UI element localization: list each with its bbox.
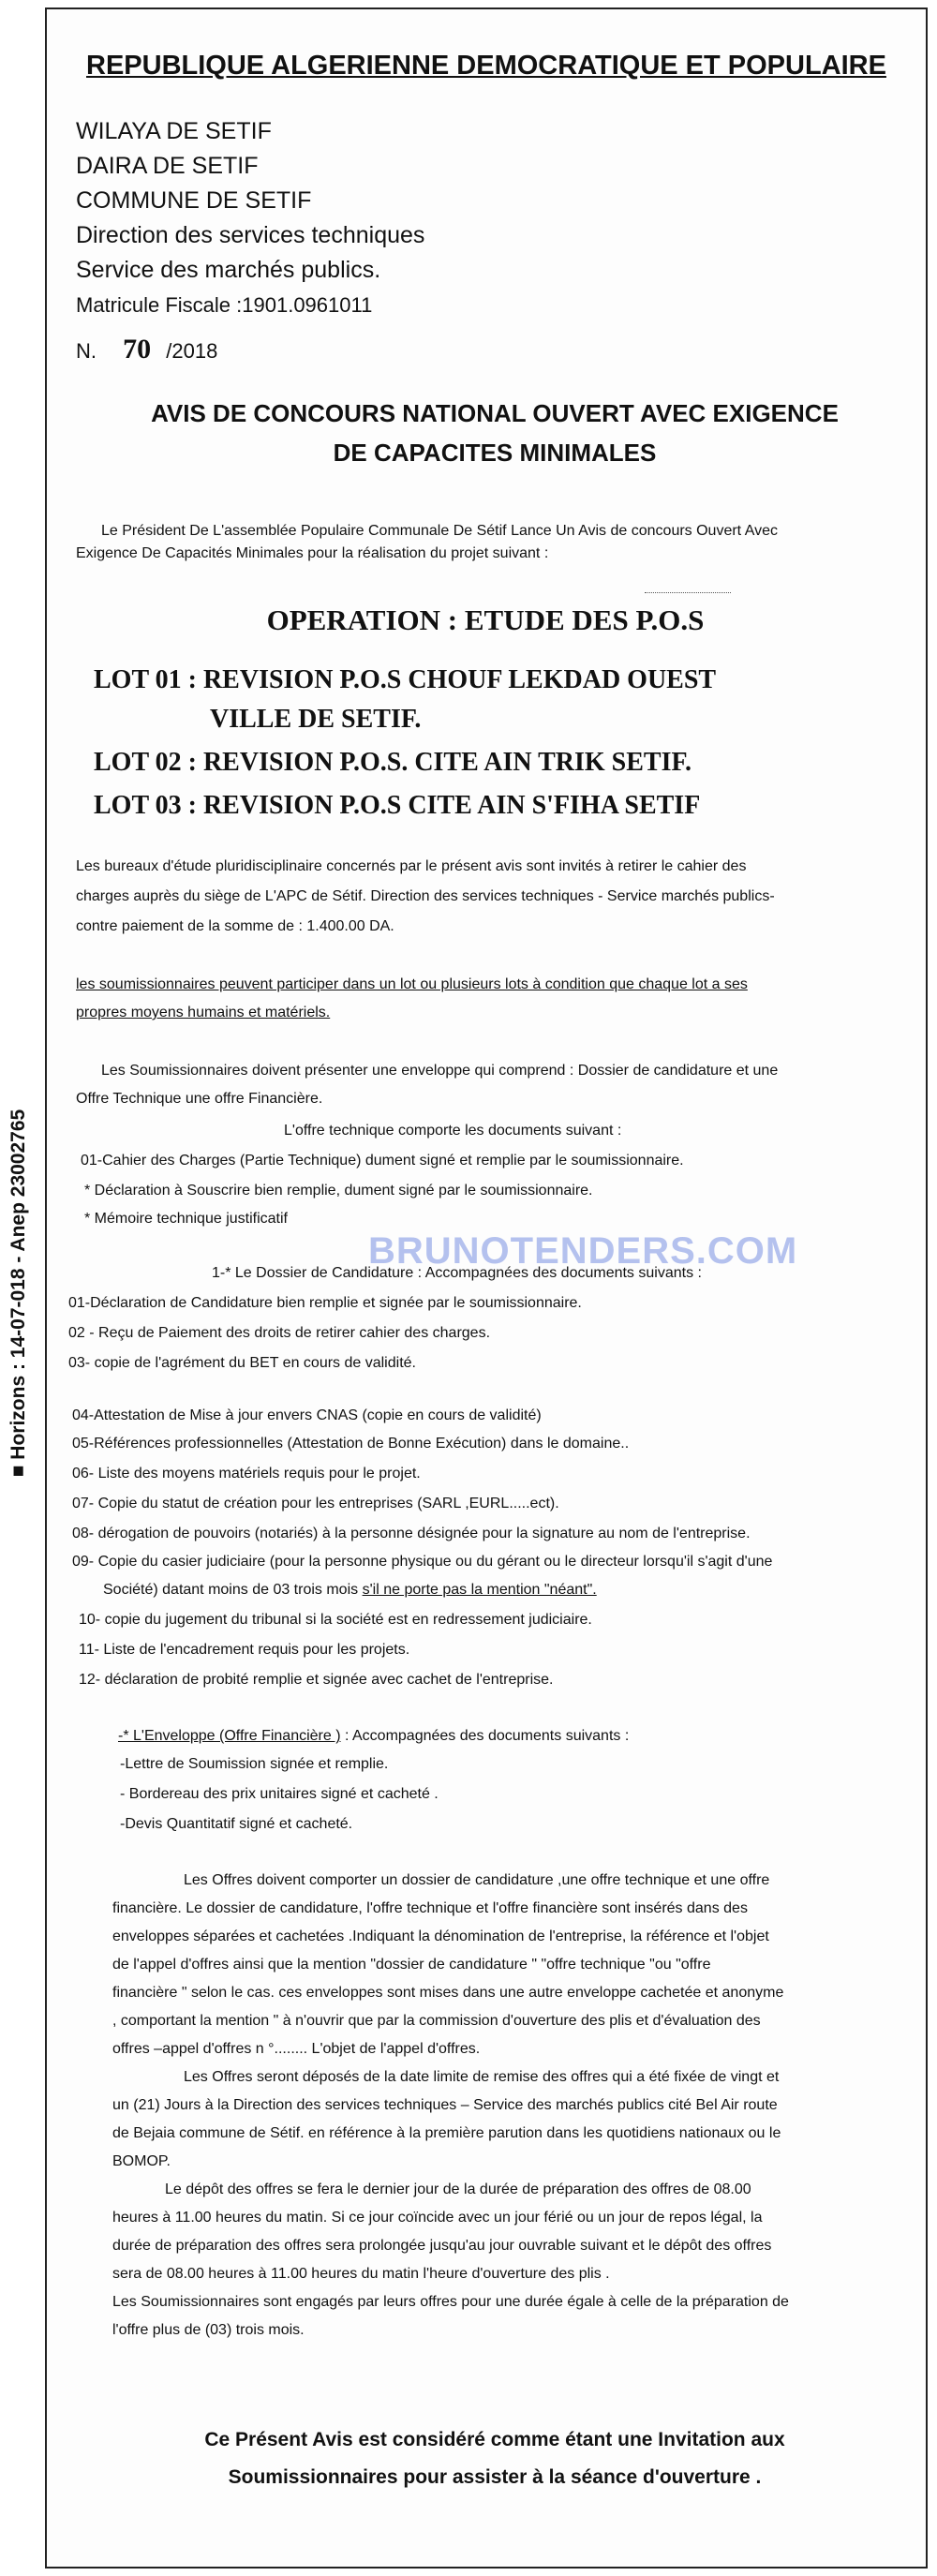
offres-body-line: , comportant la mention " à n'ouvrir que par la commission d'ouverture des plis et d'évaluation des bbox=[112, 2013, 761, 2029]
avis-title-line1: AVIS DE CONCOURS NATIONAL OUVERT AVEC EXIGENCE bbox=[151, 399, 839, 427]
offres-body-line: un (21) Jours à la Direction des services techniques – Service des marchés publics cité Bel Air route bbox=[112, 2097, 778, 2113]
offre-financiere-item: -Devis Quantitatif signé et cacheté. bbox=[120, 1816, 353, 1832]
offres-body-line: heures à 11.00 heures du matin. Si ce jour coïncide avec un jour férié ou un jour de repos légal, la bbox=[112, 2210, 763, 2226]
avis-title-line2: DE CAPACITES MINIMALES bbox=[333, 439, 657, 467]
offres-body-line: durée de préparation des offres sera prolongée jusqu'au jour ouvrable suivant et le dépôt des offres bbox=[112, 2238, 772, 2254]
dossier-item: 03- copie de l'agrément du BET en cours de validité. bbox=[68, 1355, 416, 1371]
offre-financiere-heading-title: -* L'Enveloppe (Offre Financière ) bbox=[118, 1728, 341, 1744]
offre-financiere-heading-suffix: : Accompagnées des documents suivants : bbox=[345, 1728, 630, 1744]
dossier-item-continued bbox=[103, 1582, 597, 1599]
service-line: Service des marchés publics. bbox=[76, 257, 381, 283]
offre-financiere-item: - Bordereau des prix unitaires signé et cacheté . bbox=[120, 1786, 439, 1802]
reference-label: N. bbox=[76, 339, 97, 363]
dossier-item: 10- copie du jugement du tribunal si la société est en redressement judiciaire. bbox=[79, 1612, 592, 1628]
publication-stamp-text: ■ Horizons : 14-07-018 - Anep 23002765 bbox=[7, 1109, 29, 1478]
offres-body-line: de l'appel d'offres ainsi que la mention "dossier de candidature " "offre technique "ou "offre bbox=[112, 1957, 711, 1973]
closing-line2: Soumissionnaires pour assister à la séance d'ouverture . bbox=[228, 2466, 762, 2488]
daira-line: DAIRA DE SETIF bbox=[76, 153, 259, 179]
lot-02: LOT 02 : REVISION P.O.S. CITE AIN TRIK SETIF. bbox=[94, 748, 692, 777]
intro-line1: Le Président De L'assemblée Populaire Communale De Sétif Lance Un Avis de concours Ouvert Avec bbox=[101, 523, 778, 539]
matricule-line: Matricule Fiscale :1901.0961011 bbox=[76, 293, 373, 317]
lot-03: LOT 03 : REVISION P.O.S CITE AIN S'FIHA SETIF bbox=[94, 791, 701, 820]
offre-technique-item: * Mémoire technique justificatif bbox=[84, 1211, 288, 1227]
dossier-item: 07- Copie du statut de création pour les entreprises (SARL ,EURL.....ect). bbox=[72, 1496, 559, 1511]
dossier-item: 04-Attestation de Mise à jour envers CNAS (copie en cours de validité) bbox=[72, 1407, 542, 1423]
bureaux-line1: Les bureaux d'étude pluridisciplinaire concernés par le présent avis sont invités à retirer le cahier des bbox=[76, 858, 747, 874]
lot-01-line1: LOT 01 : REVISION P.O.S CHOUF LEKDAD OUEST bbox=[94, 665, 717, 694]
enveloppe-line2: Offre Technique une offre Financière. bbox=[76, 1091, 323, 1107]
dossier-item: 01-Déclaration de Candidature bien remplie et signée par le soumissionnaire. bbox=[68, 1295, 582, 1311]
offres-body-line: Les Soumissionnaires sont engagés par leurs offres pour une durée égale à celle de la préparation de bbox=[112, 2294, 789, 2310]
offres-body-line: de Bejaia commune de Sétif. en référence à la première parution dans les quotidiens nationaux ou le bbox=[112, 2125, 781, 2141]
publication-stamp bbox=[0, 1050, 37, 1537]
bureaux-line3: contre paiement de la somme de : 1.400.00 DA. bbox=[76, 918, 394, 934]
offres-body-line: l'offre plus de (03) trois mois. bbox=[112, 2322, 305, 2338]
offre-technique-heading: L'offre technique comporte les documents suivant : bbox=[284, 1123, 622, 1139]
dossier-item: 08- dérogation de pouvoirs (notariés) à la personne désignée pour la signature au nom de l'entreprise. bbox=[72, 1526, 751, 1541]
intro-line2: Exigence De Capacités Minimales pour la réalisation du projet suivant : bbox=[76, 545, 549, 561]
republic-title: REPUBLIQUE ALGERIENNE DEMOCRATIQUE ET POPULAIRE bbox=[86, 51, 886, 81]
offre-financiere-heading bbox=[118, 1728, 629, 1745]
reference-value: 70 bbox=[123, 334, 152, 365]
offre-technique-item: 01-Cahier des Charges (Partie Technique) dument signé et remplie par le soumissionnaire. bbox=[81, 1153, 684, 1169]
dossier-item: 12- déclaration de probité remplie et signée avec cachet de l'entreprise. bbox=[79, 1672, 554, 1688]
soumission-note-line2: propres moyens humains et matériels. bbox=[76, 1005, 331, 1020]
dossier-item: 02 - Reçu de Paiement des droits de retirer cahier des charges. bbox=[68, 1325, 491, 1341]
soumission-note-line1: les soumissionnaires peuvent participer dans un lot ou plusieurs lots à condition que chaque lot a ses bbox=[76, 976, 748, 992]
offre-financiere-item: -Lettre de Soumission signée et remplie. bbox=[120, 1756, 389, 1772]
watermark: BRUNOTENDERS.COM bbox=[368, 1230, 798, 1272]
offres-body-line: Les Offres doivent comporter un dossier de candidature ,une offre technique et une offre bbox=[184, 1872, 770, 1888]
offres-body-line: enveloppes séparées et cachetées .Indiquant la dénomination de l'entreprise, la référence et l'objet bbox=[112, 1928, 769, 1944]
direction-line: Direction des services techniques bbox=[76, 222, 425, 248]
offres-body-line: sera de 08.00 heures à 11.00 heures du matin l'heure d'ouverture des plis . bbox=[112, 2266, 610, 2282]
offres-body-line: offres –appel d'offres n °........ L'objet de l'appel d'offres. bbox=[112, 2041, 481, 2057]
offres-body-line: Le dépôt des offres se fera le dernier jour de la durée de préparation des offres de 08.00 bbox=[165, 2181, 751, 2197]
lot-01-line2: VILLE DE SETIF. bbox=[210, 705, 422, 734]
wilaya-line: WILAYA DE SETIF bbox=[76, 118, 272, 144]
operation-title: OPERATION : ETUDE DES P.O.S bbox=[266, 603, 705, 636]
closing-line1: Ce Présent Avis est considéré comme étant une Invitation aux bbox=[204, 2429, 785, 2450]
bureaux-line2: charges auprès du siège de L'APC de Sétif. Direction des services techniques - Service marchés publics- bbox=[76, 888, 775, 904]
dossier-item-text: Société) datant moins de 03 trois mois bbox=[103, 1582, 359, 1598]
reference-year: /2018 bbox=[166, 339, 218, 363]
dossier-item: 06- Liste des moyens matériels requis pour le projet. bbox=[72, 1466, 421, 1482]
dossier-item: 11- Liste de l'encadrement requis pour les projets. bbox=[79, 1642, 410, 1658]
dossier-item-underlined: s'il ne porte pas la mention "néant". bbox=[362, 1582, 597, 1598]
dossier-candidature-heading: 1-* Le Dossier de Candidature : Accompagnées des documents suivants : bbox=[212, 1265, 702, 1281]
reference-number bbox=[76, 334, 217, 365]
offres-body-line: Les Offres seront déposés de la date limite de remise des offres qui a été fixée de vingt et bbox=[184, 2069, 780, 2085]
dossier-item: 09- Copie du casier judiciaire (pour la personne physique ou du gérant ou le directeur lorsqu'il s'agit d'une bbox=[72, 1554, 773, 1570]
offres-body-line: financière " selon le cas. ces enveloppes sont mises dans une autre enveloppe cachetée et anonyme bbox=[112, 1985, 784, 2001]
dossier-item: 05-Références professionnelles (Attestation de Bonne Exécution) dans le domaine.. bbox=[72, 1436, 630, 1452]
offre-technique-item: * Déclaration à Souscrire bien remplie, dument signé par le soumissionnaire. bbox=[84, 1183, 593, 1199]
enveloppe-line1: Les Soumissionnaires doivent présenter une enveloppe qui comprend : Dossier de candidature et une bbox=[101, 1063, 779, 1079]
commune-line: COMMUNE DE SETIF bbox=[76, 187, 312, 214]
offres-body-line: BOMOP. bbox=[112, 2153, 171, 2169]
divider bbox=[645, 592, 731, 593]
offres-body-line: financière. Le dossier de candidature, l'offre technique et l'offre financière sont insérés dans des bbox=[112, 1900, 748, 1916]
